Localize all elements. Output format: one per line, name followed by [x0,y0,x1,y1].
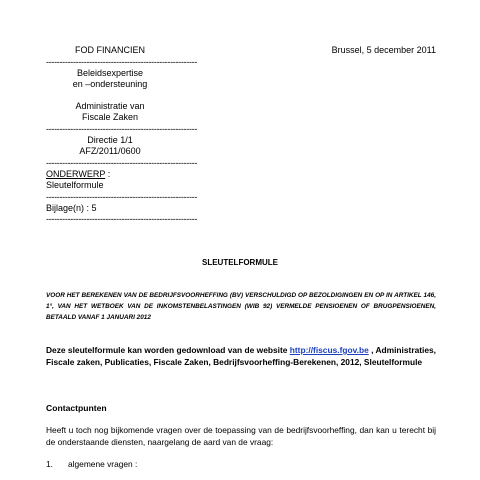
onderwerp-label: ONDERWERP [46,168,106,179]
administration-line-1: Administratie van [75,100,145,111]
download-text-after: , Administraties, Fiscale zaken, Publicaties, Fiscale Zaken, Bedrijfsvoorheffing-Berekenen, 2012, Sleutelformule [46,345,436,367]
administration-line-2: Fiscale Zaken [81,112,139,122]
department-line-2: en –ondersteuning [72,79,148,89]
contact-paragraph: Heeft u toch nog bijkomende vragen over de toepassing van de bedrijfsvoorheffing, dan kan u terecht bij de onderstaande diensten, naargelang de aard van de vraag: [46,425,436,447]
bijlagen-count: Bijlage(n) : 5 [46,202,97,213]
department-line-1: Beleidsexpertise [76,67,144,78]
download-text-before: Deze sleutelformule kan worden gedownload van de website [46,345,290,355]
onderwerp-value: Sleutelformule [46,180,104,190]
list-item-text: algemene vragen : [68,459,138,469]
list-item-number: 1. [46,459,53,469]
reference-number: AFZ/2011/0600 [79,146,141,156]
separator-line: -------------------------------------------------------- [46,214,198,224]
contact-heading: Contactpunten [46,403,107,413]
separator-line: -------------------------------------------------------- [46,157,198,168]
onderwerp-separator: : [105,168,111,179]
separator-line: -------------------------------------------------------- [46,191,198,202]
header-left-column [46,45,198,225]
separator-line: -------------------------------------------------------- [46,123,198,134]
separator-line: -------------------------------------------------------- [46,56,198,67]
fiscus-website-link[interactable]: http://fiscus.fgov.be [289,345,369,355]
document-date: Brussel, 5 december 2011 [331,45,436,55]
download-paragraph [46,345,436,368]
document-title: SLEUTELFORMULE [202,258,278,267]
organization-name: FOD FINANCIEN [74,45,145,55]
onderwerp-line [46,169,174,181]
directie-label: Directie 1/1 [87,134,133,145]
list-item [46,459,137,470]
document-subtitle: VOOR HET BEREKENEN VAN DE BEDRIJFSVOORHEFFING (BV) VERSCHULDIGD OP BEZOLDIGINGEN EN OP IN ARTIKEL 146, 1°, VAN HET WETBOEK VAN DE INKOMSTENBELASTINGEN (WIB 92) VERMELDE PENSIOENEN OF BRUGPENSIOENEN, BETAALD VANAF 1 JANUARI 2012 [46,292,436,321]
